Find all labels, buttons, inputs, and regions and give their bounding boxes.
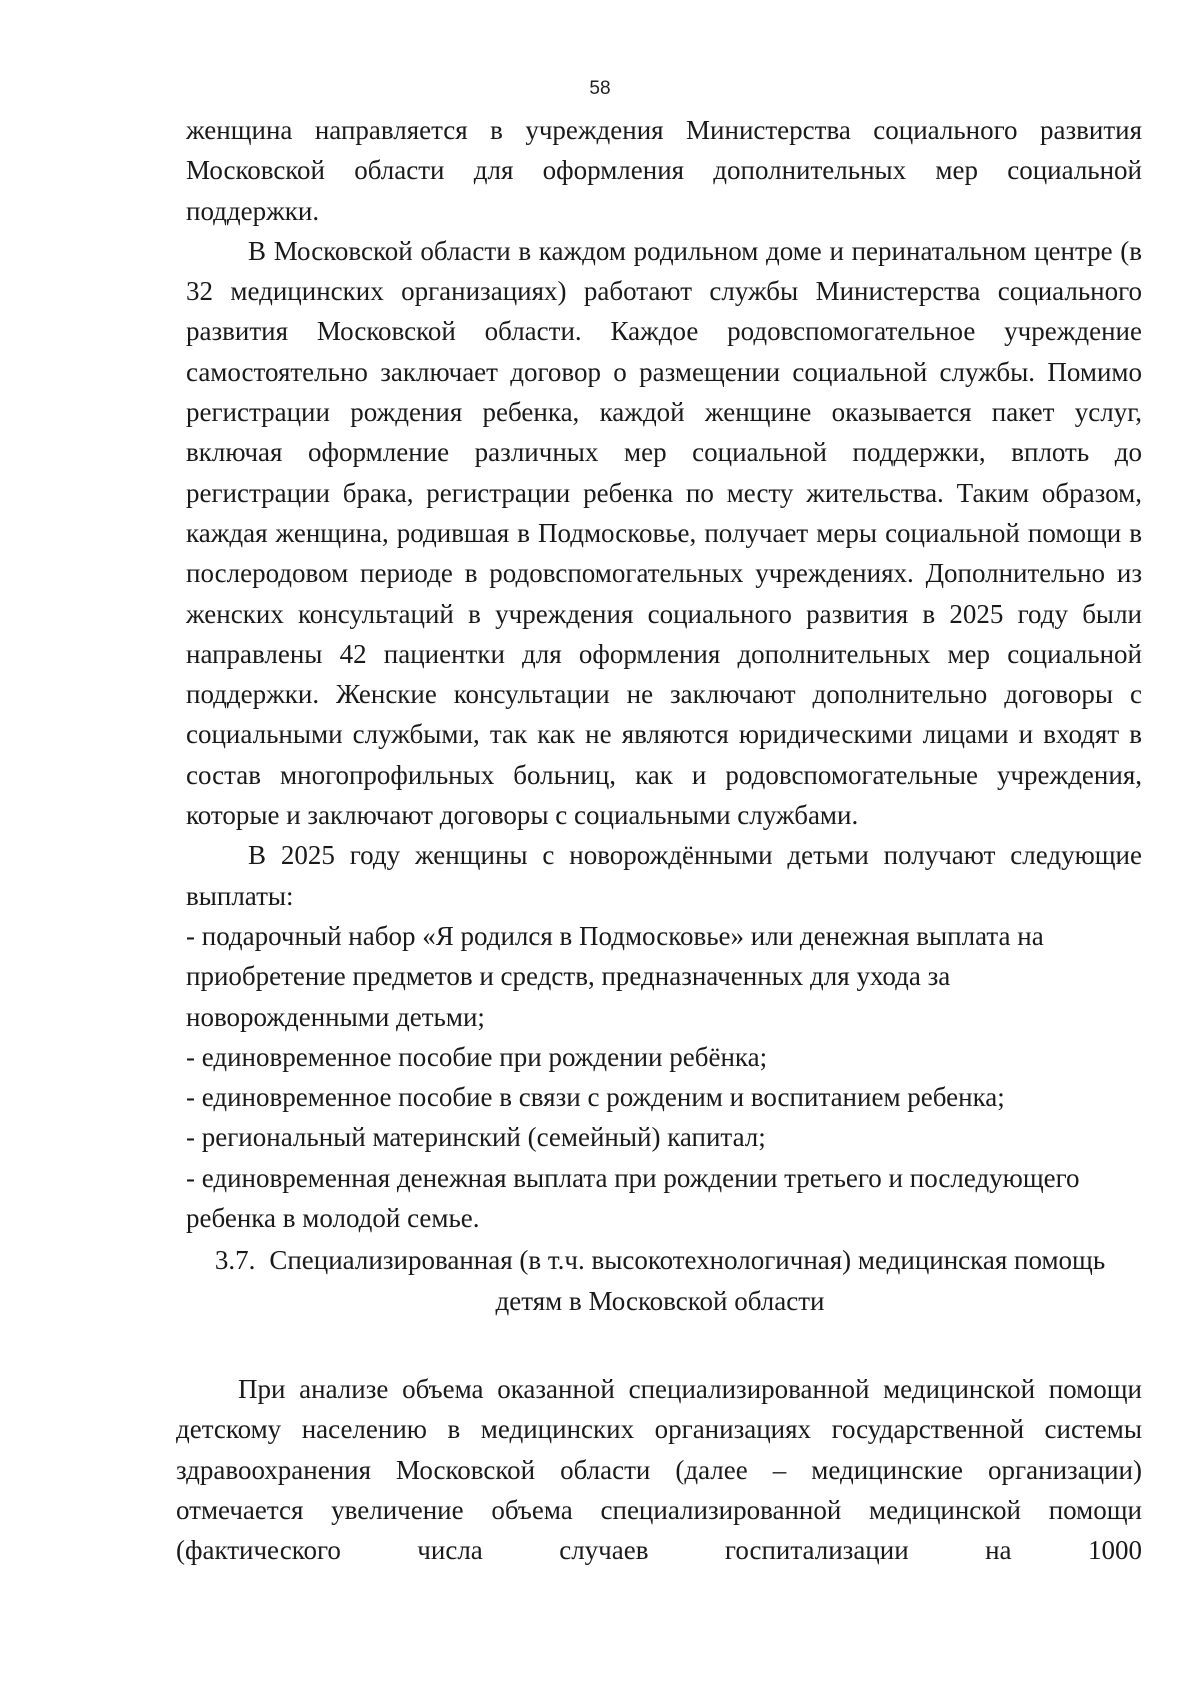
list-item: - единовременное пособие в связи с рожденим и воспитанием ребенка; (186, 1082, 1005, 1113)
section-title-line1: Специализированная (в т.ч. высокотехнологичная) медицинская помощь (269, 1245, 1106, 1275)
paragraph-payments-intro: В 2025 году женщины с новорождёнными детьми получают следующие выплаты: (186, 840, 1142, 911)
document-body (186, 110, 1142, 1238)
section-heading (190, 1240, 1130, 1322)
section-title-line2: детям в Московской области (495, 1286, 825, 1316)
paragraph-social-services: В Московской области в каждом родильном доме и перинатальном центре (в 32 медицинских организациях) работают службы Министерства социального развития Московской области. Каждое родовспомогательное учреждение самостоятельно заключает договор о размещении социальной службы. Помимо регистрации рождения ребенка, каждой женщине оказывается пакет услуг, включая оформление различных мер социальной поддержки, вплоть до регистрации брака, регистрации ребенка по месту жительства. Таким образом, каждая женщина, родившая в Подмосковье, получает меры социальной помощи в послеродовом периоде в родовспомогательных учреждениях. Дополнительно из женских консультаций в учреждения социального развития в 2025 году были направлены 42 пациентки для оформления дополнительных мер социальной поддержки. Женские консультации не заключают дополнительно договоры с социальными службыми, так как не являются юридическими лицами и входят в состав многопрофильных больниц, как и родовспомогательные учреждения, которые и заключают договоры с социальными службами. (186, 235, 1142, 831)
section-body (176, 1369, 1142, 1570)
page-number: 58 (589, 78, 611, 99)
list-item: - единовременное пособие при рождении ребёнка; (186, 1041, 768, 1072)
section-heading-line1 (190, 1240, 1130, 1281)
list-item: - подарочный набор «Я родился в Подмосковье» или денежная выплата на приобретение предметов и средств, предназначенных для ухода за новорожденными детьми; (186, 920, 1044, 1032)
paragraph-continuation: женщина направляется в учреждения Министерства социального развития Московской области для оформления дополнительных мер социальной поддержки. (186, 115, 1142, 226)
payments-list (186, 916, 1142, 1238)
paragraph-section-analysis: При анализе объема оказанной специализированной медицинской помощи детскому населению в медицинских организациях государственной системы здравоохранения Московской области (далее – медицинские организации) отмечается увеличение объема специализированной медицинской помощи (фактического числа случаев госпитализации на 1000 (176, 1374, 1142, 1566)
section-number: 3.7. (214, 1245, 256, 1275)
list-item: - региональный материнский (семейный) капитал; (186, 1122, 766, 1153)
list-item: - единовременная денежная выплата при рождении третьего и последующего ребенка в молодой семье. (186, 1162, 1080, 1234)
